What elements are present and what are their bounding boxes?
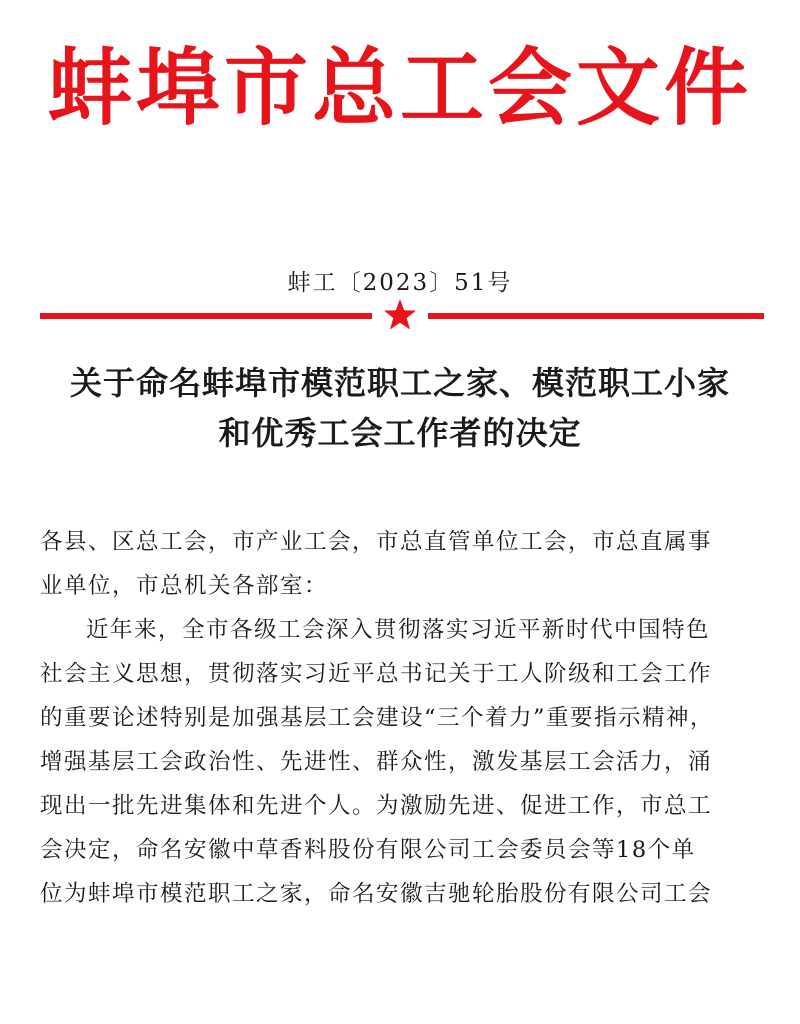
body-line: 现出一批先进集体和先进个人。为激励先进、促进工作，市总工 bbox=[40, 793, 713, 819]
body-line: 位为蚌埠市模范职工之家，命名安徽吉驰轮胎股份有限公司工会 bbox=[40, 881, 713, 907]
document-title bbox=[20, 358, 780, 458]
document-masthead: 蚌埠市总工会文件 bbox=[47, 39, 752, 137]
body-line: 增强基层工会政治性、先进性、群众性，激发基层工会活力，涌 bbox=[40, 749, 713, 775]
salutation-line: 各县、区总工会，市产业工会，市总直管单位工会，市总直属事 bbox=[40, 529, 713, 555]
red-divider-left bbox=[40, 313, 372, 319]
body-paragraph bbox=[40, 608, 770, 916]
title-line: 和优秀工会工作者的决定 bbox=[218, 414, 582, 452]
body-line: 近年来，全市各级工会深入贯彻落实习近平新时代中国特色 bbox=[86, 617, 711, 643]
document-number: 蚌工〔2023〕51号 bbox=[287, 270, 513, 296]
red-divider-right bbox=[428, 313, 764, 319]
salutation bbox=[40, 520, 770, 608]
body-line: 会决定，命名安徽中草香料股份有限公司工会委员会等18个单 bbox=[40, 837, 696, 863]
body-line: 社会主义思想，贯彻落实习近平总书记关于工人阶级和工会工作 bbox=[40, 661, 713, 687]
body-line: 的重要论述特别是加强基层工会建设“三个着力”重要指示精神， bbox=[40, 705, 715, 731]
salutation-line: 业单位，市总机关各部室： bbox=[40, 573, 329, 599]
red-star-icon bbox=[383, 298, 417, 332]
title-line: 关于命名蚌埠市模范职工之家、模范职工小家 bbox=[69, 364, 730, 402]
